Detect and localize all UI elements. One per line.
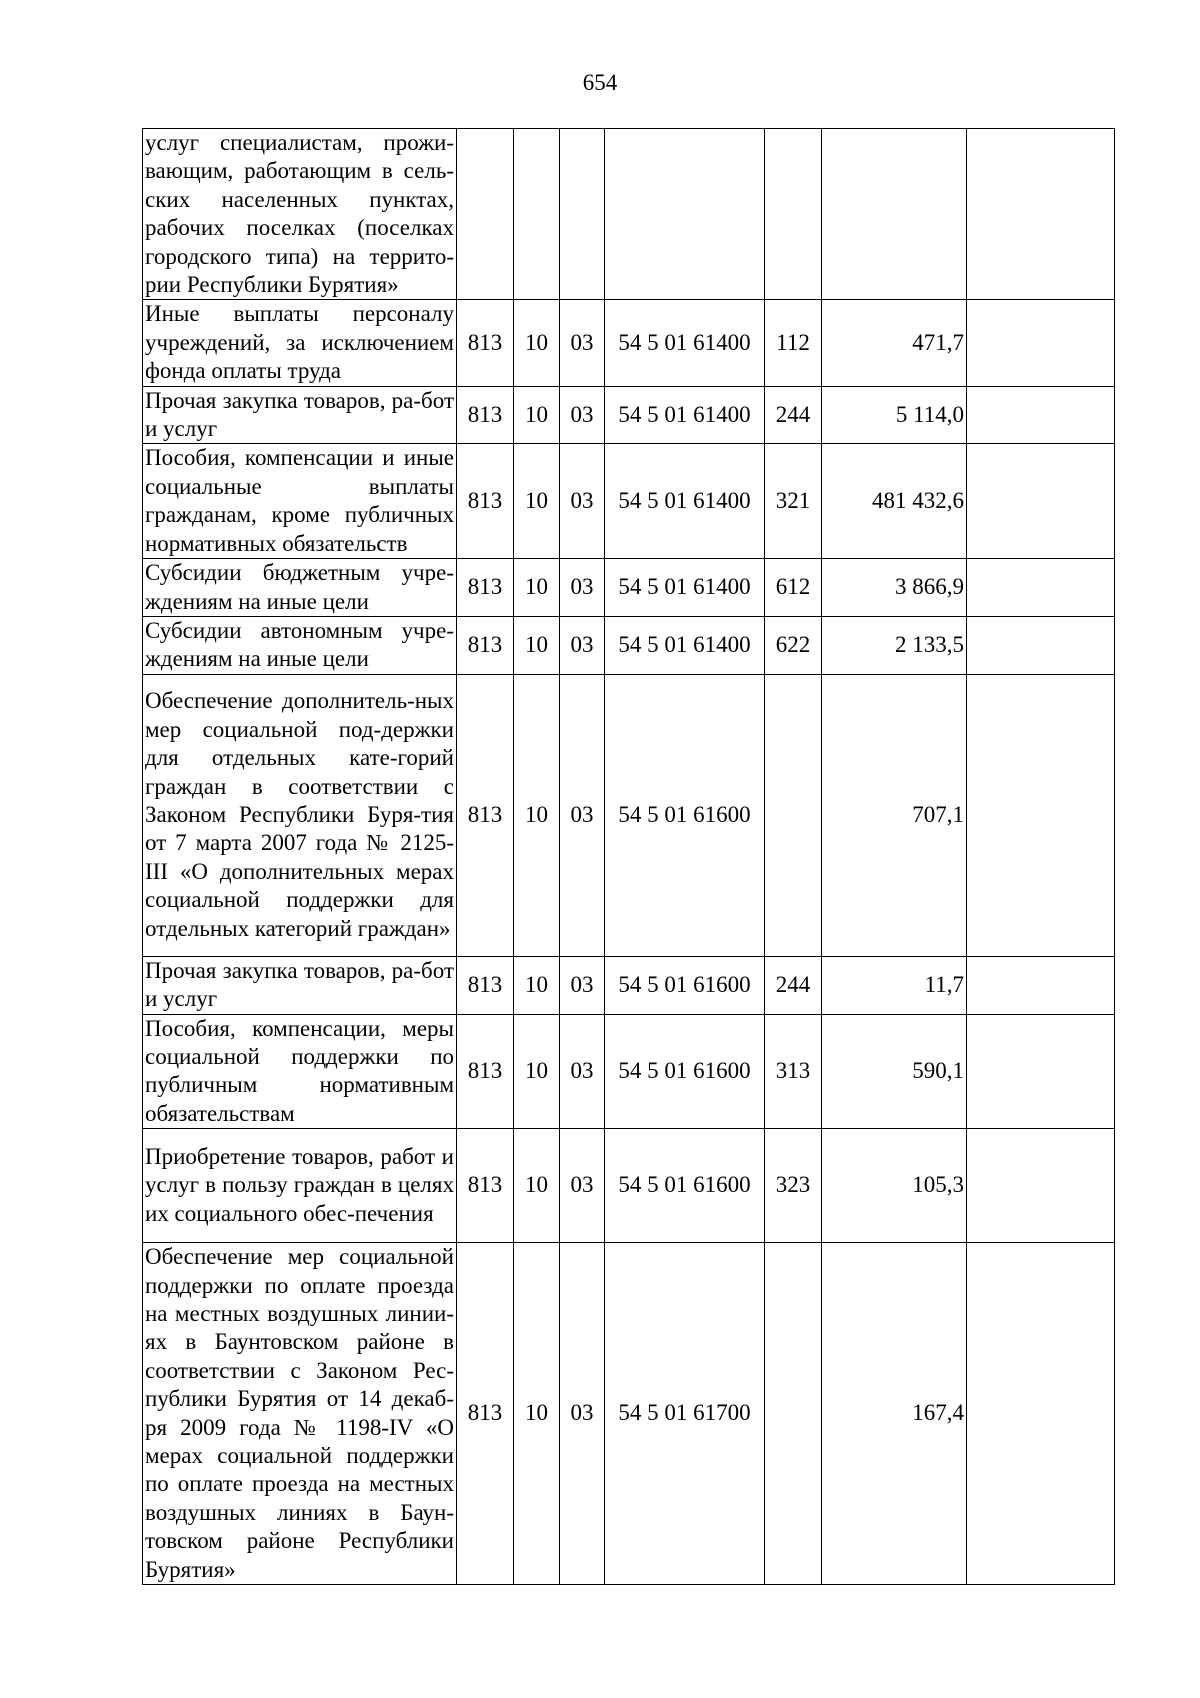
subsection-code: 03 <box>560 559 605 617</box>
empty-cell <box>967 1243 1115 1585</box>
ministry-code: 813 <box>457 1129 514 1243</box>
ministry-code: 813 <box>457 559 514 617</box>
table-row <box>143 444 1115 559</box>
subsection-code: 03 <box>560 300 605 386</box>
subsection-code: 03 <box>560 674 605 956</box>
ministry-code: 813 <box>457 444 514 559</box>
amount: 3 866,9 <box>822 559 967 617</box>
section-code: 10 <box>514 444 560 559</box>
ministry-code: 813 <box>457 674 514 956</box>
ministry-code: 813 <box>457 1243 514 1585</box>
expense-type-code: 112 <box>765 300 822 386</box>
expense-type-code <box>765 674 822 956</box>
ministry-code: 813 <box>457 1014 514 1129</box>
expense-type-code <box>765 1243 822 1585</box>
amount: 481 432,6 <box>822 444 967 559</box>
empty-cell <box>967 444 1115 559</box>
row-description: Обеспечение мер социальной поддержки по оплате проезда на местных воздушных линии-ях в Баунтовском районе в соответствии с Законом Рес-публики Бурятия от 14 декаб-ря 2009 года № 1198-IV «О мерах социальной поддержки по оплате проезда на местных воздушных линиях в Баун-товском районе Республики Бурятия» <box>143 1243 457 1585</box>
expense-type-code <box>765 129 822 300</box>
ministry-code: 813 <box>457 386 514 444</box>
target-article-code: 54 5 01 61400 <box>605 559 765 617</box>
table-row <box>143 1129 1115 1243</box>
row-description: Прочая закупка товаров, ра-бот и услуг <box>143 386 457 444</box>
subsection-code: 03 <box>560 386 605 444</box>
table-row <box>143 1243 1115 1585</box>
empty-cell <box>967 300 1115 386</box>
ministry-code: 813 <box>457 956 514 1014</box>
subsection-code: 03 <box>560 444 605 559</box>
target-article-code <box>605 129 765 300</box>
section-code: 10 <box>514 956 560 1014</box>
target-article-code: 54 5 01 61400 <box>605 386 765 444</box>
amount: 707,1 <box>822 674 967 956</box>
subsection-code: 03 <box>560 616 605 674</box>
section-code <box>514 129 560 300</box>
section-code: 10 <box>514 1129 560 1243</box>
budget-table <box>142 128 1115 1585</box>
ministry-code: 813 <box>457 616 514 674</box>
table-row <box>143 559 1115 617</box>
amount <box>822 129 967 300</box>
empty-cell <box>967 1014 1115 1129</box>
page-number: 654 <box>582 70 618 95</box>
table-row <box>143 956 1115 1014</box>
expense-type-code: 323 <box>765 1129 822 1243</box>
section-code: 10 <box>514 674 560 956</box>
target-article-code: 54 5 01 61400 <box>605 444 765 559</box>
amount: 590,1 <box>822 1014 967 1129</box>
target-article-code: 54 5 01 61600 <box>605 956 765 1014</box>
expense-type-code: 622 <box>765 616 822 674</box>
expense-type-code: 244 <box>765 386 822 444</box>
empty-cell <box>967 674 1115 956</box>
row-description: Пособия, компенсации, меры социальной поддержки по публичным нормативным обязательствам <box>143 1014 457 1129</box>
expense-type-code: 244 <box>765 956 822 1014</box>
empty-cell <box>967 386 1115 444</box>
table-row <box>143 386 1115 444</box>
target-article-code: 54 5 01 61600 <box>605 1129 765 1243</box>
subsection-code <box>560 129 605 300</box>
ministry-code: 813 <box>457 300 514 386</box>
target-article-code: 54 5 01 61400 <box>605 300 765 386</box>
row-description: Иные выплаты персоналу учреждений, за исключением фонда оплаты труда <box>143 300 457 386</box>
empty-cell <box>967 1129 1115 1243</box>
row-description: Обеспечение дополнитель-ных мер социальной под-держки для отдельных кате-горий граждан в соответствии с Законом Республики Буря-тия от 7 марта 2007 года № 2125-III «О дополнительных мерах социальной поддержки для отдельных категорий граждан» <box>143 674 457 956</box>
table-row <box>143 674 1115 956</box>
row-description: Субсидии бюджетным учре-ждениям на иные цели <box>143 559 457 617</box>
subsection-code: 03 <box>560 1243 605 1585</box>
target-article-code: 54 5 01 61700 <box>605 1243 765 1585</box>
amount: 5 114,0 <box>822 386 967 444</box>
amount: 2 133,5 <box>822 616 967 674</box>
table-row <box>143 616 1115 674</box>
empty-cell <box>967 559 1115 617</box>
target-article-code: 54 5 01 61600 <box>605 1014 765 1129</box>
expense-type-code: 321 <box>765 444 822 559</box>
empty-cell <box>967 956 1115 1014</box>
row-description: Пособия, компенсации и иные социальные выплаты гражданам, кроме публичных нормативных обязательств <box>143 444 457 559</box>
subsection-code: 03 <box>560 1014 605 1129</box>
row-description: Субсидии автономным учре-ждениям на иные цели <box>143 616 457 674</box>
section-code: 10 <box>514 559 560 617</box>
amount: 167,4 <box>822 1243 967 1585</box>
amount: 11,7 <box>822 956 967 1014</box>
table-row <box>143 129 1115 300</box>
expense-type-code: 612 <box>765 559 822 617</box>
subsection-code: 03 <box>560 956 605 1014</box>
amount: 105,3 <box>822 1129 967 1243</box>
section-code: 10 <box>514 386 560 444</box>
expense-type-code: 313 <box>765 1014 822 1129</box>
row-description: Прочая закупка товаров, ра-бот и услуг <box>143 956 457 1014</box>
target-article-code: 54 5 01 61400 <box>605 616 765 674</box>
table-row <box>143 1014 1115 1129</box>
section-code: 10 <box>514 1243 560 1585</box>
section-code: 10 <box>514 300 560 386</box>
empty-cell <box>967 616 1115 674</box>
section-code: 10 <box>514 1014 560 1129</box>
ministry-code <box>457 129 514 300</box>
row-description: Приобретение товаров, работ и услуг в пользу граждан в целях их социального обес-печения <box>143 1129 457 1243</box>
subsection-code: 03 <box>560 1129 605 1243</box>
section-code: 10 <box>514 616 560 674</box>
empty-cell <box>967 129 1115 300</box>
target-article-code: 54 5 01 61600 <box>605 674 765 956</box>
amount: 471,7 <box>822 300 967 386</box>
table-row <box>143 300 1115 386</box>
row-description: услуг специалистам, прожи-вающим, работающим в сель-ских населенных пунктах, рабочих поселках (поселках городского типа) на террито-рии Республики Бурятия» <box>143 129 457 300</box>
